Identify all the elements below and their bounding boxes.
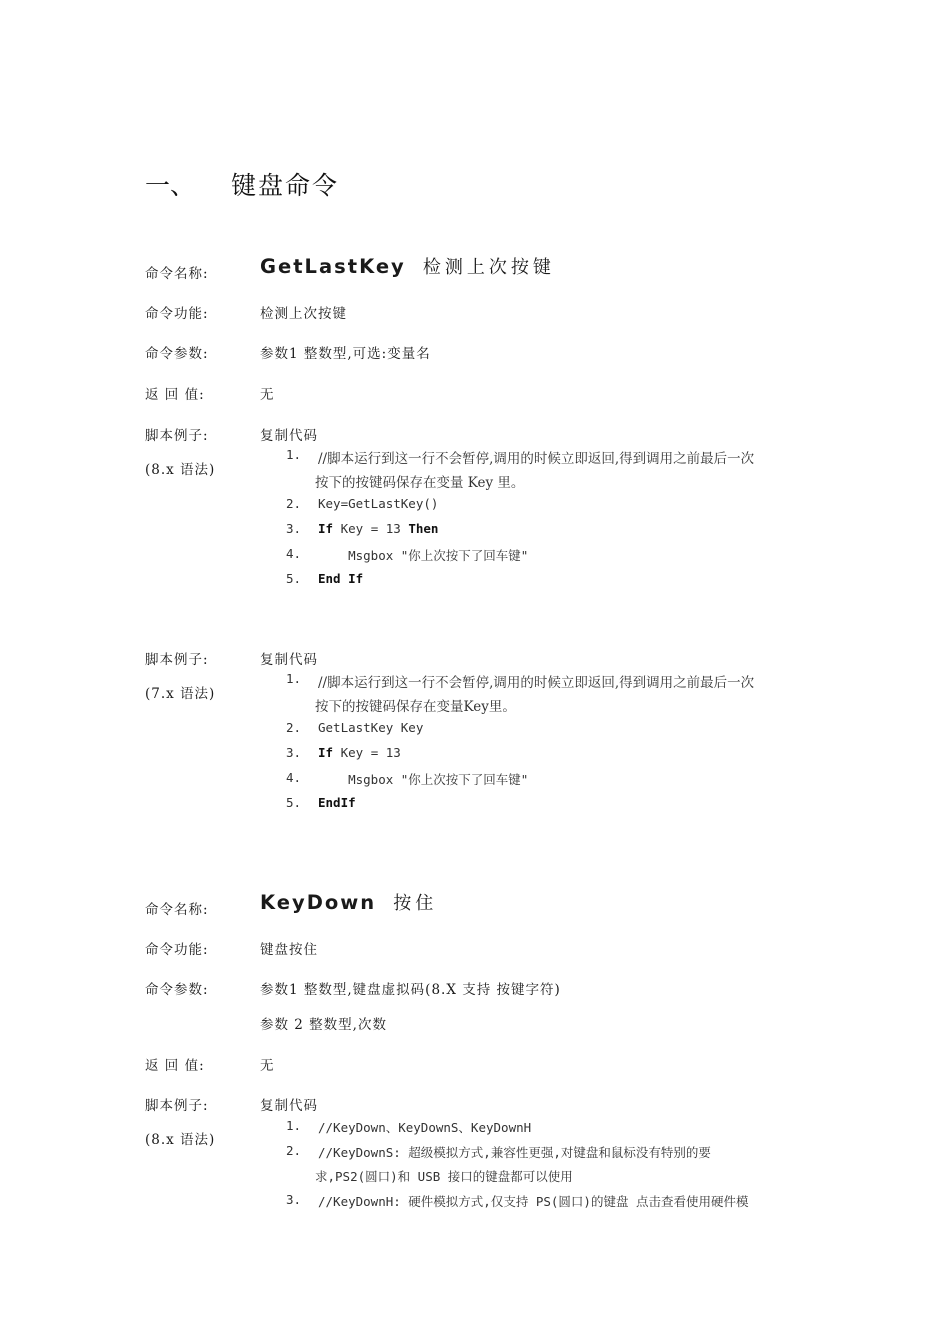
line-number: 5. — [286, 571, 302, 586]
label-syntax-version: (8.x 语法) — [145, 1132, 216, 1148]
command-name-cn: 检测上次按键 — [422, 257, 555, 278]
label-syntax-version: (8.x 语法) — [145, 462, 216, 478]
command-param-2: 参数 2 整数型,次数 — [260, 1017, 387, 1033]
section-title: 键盘命令 — [230, 171, 339, 200]
label-script-example: 脚本例子: — [145, 1098, 209, 1114]
line-number: 3. — [286, 521, 302, 536]
command-title — [260, 889, 437, 915]
line-number: 2. — [286, 496, 302, 511]
command-function: 键盘按住 — [260, 942, 318, 958]
label-command-params: 命令参数: — [145, 982, 209, 998]
code-text — [318, 521, 438, 536]
label-command-params: 命令参数: — [145, 346, 209, 362]
code-text: 按下的按键码保存在变量 Key 里。 — [315, 475, 525, 491]
command-param-1: 参数1 整数型,可选:变量名 — [260, 346, 431, 362]
label-command-name: 命令名称: — [145, 902, 209, 918]
command-name: GetLastKey — [260, 255, 406, 278]
code-text: 求,PS2(圆口)和 USB 接口的键盘都可以使用 — [315, 1169, 573, 1184]
code-text: //KeyDownS: 超级模拟方式,兼容性更强,对键盘和鼠标没有特别的要 — [318, 1145, 711, 1160]
command-param-1: 参数1 整数型,键盘虚拟码(8.X 支持 按键字符) — [260, 982, 561, 998]
label-return-value: 返 回 值: — [145, 1058, 205, 1074]
code-text: Key=GetLastKey() — [318, 496, 439, 511]
code-text: Msgbox "你上次按下了回车键" — [318, 772, 529, 787]
keyword: If — [318, 745, 334, 760]
command-function: 检测上次按键 — [260, 306, 347, 322]
command-name: KeyDown — [260, 891, 377, 914]
keyword: Then — [408, 521, 439, 536]
code-text: 按下的按键码保存在变量Key里。 — [315, 699, 516, 715]
copy-code-link[interactable]: 复制代码 — [260, 1098, 318, 1114]
label-script-example: 脚本例子: — [145, 428, 209, 444]
label-command-name: 命令名称: — [145, 266, 209, 282]
section-heading — [145, 166, 339, 202]
line-number: 1. — [286, 671, 302, 686]
code-text: //脚本运行到这一行不会暂停,调用的时候立即返回,得到调用之前最后一次 — [318, 451, 755, 467]
return-value: 无 — [260, 387, 275, 403]
line-number: 3. — [286, 745, 302, 760]
code-text — [318, 745, 401, 760]
line-number: 4. — [286, 770, 302, 785]
return-value: 无 — [260, 1058, 275, 1074]
command-name-cn: 按住 — [393, 893, 438, 914]
line-number: 1. — [286, 447, 302, 462]
code-text: GetLastKey Key — [318, 720, 424, 735]
keyword: EndIf — [318, 795, 356, 810]
keyword: End If — [318, 571, 364, 586]
copy-code-link[interactable]: 复制代码 — [260, 428, 318, 444]
code-text: //KeyDown、KeyDownS、KeyDownH — [318, 1120, 532, 1135]
section-number: 一、 — [145, 171, 196, 200]
label-command-function: 命令功能: — [145, 942, 209, 958]
line-number: 3. — [286, 1192, 302, 1207]
label-return-value: 返 回 值: — [145, 387, 205, 403]
label-syntax-version: (7.x 语法) — [145, 686, 216, 702]
code-text: Msgbox "你上次按下了回车键" — [318, 548, 529, 563]
line-number: 4. — [286, 546, 302, 561]
line-number: 1. — [286, 1118, 302, 1133]
line-number: 5. — [286, 795, 302, 810]
label-command-function: 命令功能: — [145, 306, 209, 322]
code-text: //KeyDownH: 硬件模拟方式,仅支持 PS(圆口)的键盘 点击查看使用硬件模 — [318, 1194, 749, 1209]
code-text: //脚本运行到这一行不会暂停,调用的时候立即返回,得到调用之前最后一次 — [318, 675, 755, 691]
line-number: 2. — [286, 720, 302, 735]
copy-code-link[interactable]: 复制代码 — [260, 652, 318, 668]
code-fragment: Key = 13 — [333, 745, 401, 760]
keyword: If — [318, 521, 334, 536]
line-number: 2. — [286, 1143, 302, 1158]
command-title — [260, 253, 555, 279]
code-fragment: Key = 13 — [333, 521, 409, 536]
label-script-example: 脚本例子: — [145, 652, 209, 668]
